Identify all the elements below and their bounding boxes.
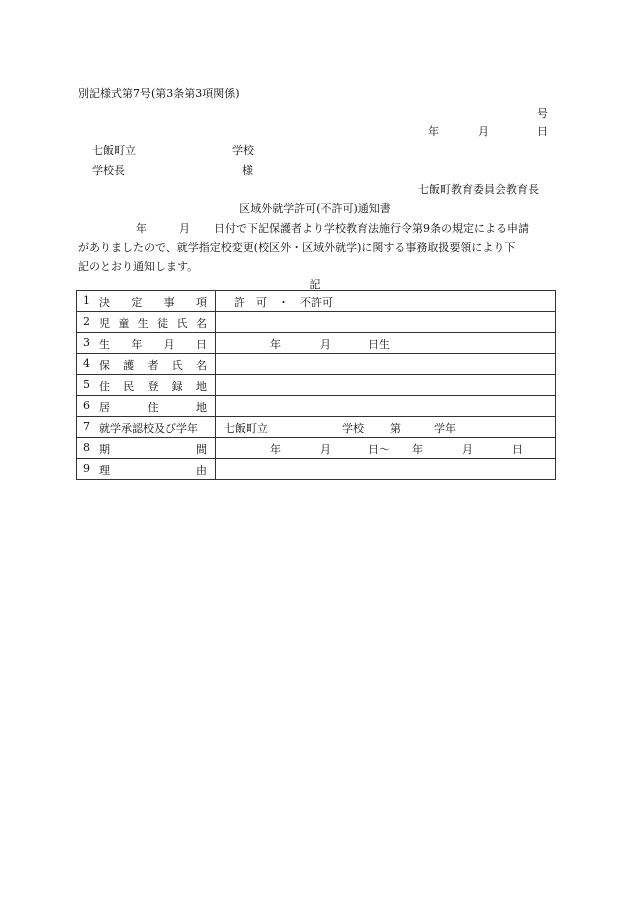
row-value-cell[interactable] xyxy=(216,333,556,354)
row-label-char: 月 xyxy=(163,338,175,351)
row-label xyxy=(99,462,207,478)
row-value: 七飯町立 xyxy=(224,422,268,435)
row-label-char: 児 xyxy=(99,317,110,330)
row-label-char: 生 xyxy=(99,338,110,351)
row-label xyxy=(99,336,207,352)
row-label-char: 民 xyxy=(123,380,135,393)
row-value: 許 可 ・ 不許可 xyxy=(234,296,333,309)
row-label-char: 住 xyxy=(147,401,159,414)
row-value: 年 xyxy=(270,443,281,456)
row-label-char: 氏 xyxy=(171,359,183,372)
row-label-char: 由 xyxy=(196,464,207,477)
row-label-char: 地 xyxy=(196,380,207,393)
row-label-char: 就学承認校及び学年 xyxy=(99,422,198,435)
row-label-char: 住 xyxy=(99,380,110,393)
row-value: 月 xyxy=(462,443,473,456)
form-title: 別記様式第7号(第3条第3項関係) xyxy=(78,87,240,100)
row-label-char: 徒 xyxy=(157,317,169,330)
row-label-char: 日 xyxy=(195,338,207,351)
row-value-cell[interactable] xyxy=(216,354,556,375)
row-label-cell xyxy=(77,333,216,354)
honorific: 様 xyxy=(242,164,253,177)
row-number: 9 xyxy=(83,462,90,475)
row-number: 1 xyxy=(83,294,90,307)
row-label-cell xyxy=(77,459,216,480)
row-value: 日〜 xyxy=(368,443,390,456)
date-month: 月 xyxy=(478,125,489,138)
row-label-char: 項 xyxy=(195,296,207,309)
row-label-char: 生 xyxy=(137,317,149,330)
row-value: 月 xyxy=(320,338,331,351)
row-label xyxy=(99,315,207,331)
body-month: 月 xyxy=(179,222,190,235)
date-year: 年 xyxy=(428,125,439,138)
row-label-char: 氏 xyxy=(176,317,188,330)
body-year: 年 xyxy=(136,222,147,235)
row-number: 5 xyxy=(83,378,90,391)
row-label-char: 間 xyxy=(196,443,207,456)
body-line1-rest: 日付で下記保護者より学校教育法施行令第9条の規定による申請 xyxy=(214,222,529,235)
table-row xyxy=(77,312,556,333)
table-row xyxy=(77,459,556,480)
row-label-cell xyxy=(77,291,216,312)
row-label-char: 居 xyxy=(99,401,110,414)
row-label-cell xyxy=(77,312,216,333)
row-label-char: 録 xyxy=(171,380,183,393)
row-label-char: 定 xyxy=(131,296,143,309)
table-row xyxy=(77,354,556,375)
row-value-cell[interactable] xyxy=(216,291,556,312)
row-value-cell[interactable] xyxy=(216,417,556,438)
addressee-school-label: 学校 xyxy=(232,144,254,157)
row-label-char: 護 xyxy=(123,359,135,372)
row-label-char: 地 xyxy=(196,401,207,414)
row-label xyxy=(99,441,207,457)
row-label-cell xyxy=(77,375,216,396)
row-label-char: 事 xyxy=(163,296,175,309)
table-row xyxy=(77,417,556,438)
table-row xyxy=(77,375,556,396)
row-label-cell xyxy=(77,396,216,417)
row-label-char: 保 xyxy=(99,359,110,372)
row-label-char: 名 xyxy=(196,359,207,372)
row-value: 学年 xyxy=(434,422,456,435)
row-number: 7 xyxy=(83,420,90,433)
table-row xyxy=(77,438,556,459)
row-value: 年 xyxy=(270,338,281,351)
row-label-cell xyxy=(77,438,216,459)
row-value: 第 xyxy=(390,422,401,435)
table-row xyxy=(77,396,556,417)
row-value: 日 xyxy=(512,443,523,456)
row-value: 日生 xyxy=(368,338,390,351)
row-value: 学校 xyxy=(342,422,364,435)
row-label xyxy=(99,399,207,415)
body-text xyxy=(78,219,552,276)
row-label-char: 名 xyxy=(195,317,207,330)
row-label xyxy=(99,294,207,310)
body-line-3: 記のとおり通知します。 xyxy=(78,260,199,273)
record-table xyxy=(76,290,556,480)
row-label-cell xyxy=(77,354,216,375)
row-label-char: 童 xyxy=(118,317,130,330)
row-number: 8 xyxy=(83,441,90,454)
date-day: 日 xyxy=(537,125,548,138)
row-value-cell[interactable] xyxy=(216,438,556,459)
addressee-town: 七飯町立 xyxy=(92,144,136,157)
number-label: 号 xyxy=(537,107,548,120)
document-title: 区域外就学許可(不許可)通知書 xyxy=(239,202,391,215)
row-number: 6 xyxy=(83,399,90,412)
row-value-cell[interactable] xyxy=(216,375,556,396)
row-number: 2 xyxy=(83,315,90,328)
row-label-cell xyxy=(77,417,216,438)
row-label-char: 期 xyxy=(99,443,110,456)
row-label-char: 理 xyxy=(99,464,110,477)
table-row xyxy=(77,291,556,312)
row-label-char: 決 xyxy=(99,296,110,309)
table-row xyxy=(77,333,556,354)
row-label xyxy=(99,420,207,436)
principal-label: 学校長 xyxy=(92,164,125,177)
row-value-cell[interactable] xyxy=(216,312,556,333)
row-number: 4 xyxy=(83,357,90,370)
ki-heading: 記 xyxy=(309,278,321,291)
row-number: 3 xyxy=(83,336,90,349)
row-value-cell[interactable] xyxy=(216,396,556,417)
row-label-char: 者 xyxy=(147,359,159,372)
row-value: 月 xyxy=(320,443,331,456)
body-line-1 xyxy=(78,219,552,238)
row-label xyxy=(99,357,207,373)
row-label xyxy=(99,378,207,394)
row-label-char: 登 xyxy=(147,380,159,393)
row-value: 年 xyxy=(412,443,423,456)
row-value-cell[interactable] xyxy=(216,459,556,480)
body-line-2: がありましたので、就学指定校変更(校区外・区域外就学)に関する事務取扱要領により下 xyxy=(78,241,516,254)
sender: 七飯町教育委員会教育長 xyxy=(418,183,539,196)
row-label-char: 年 xyxy=(131,338,143,351)
